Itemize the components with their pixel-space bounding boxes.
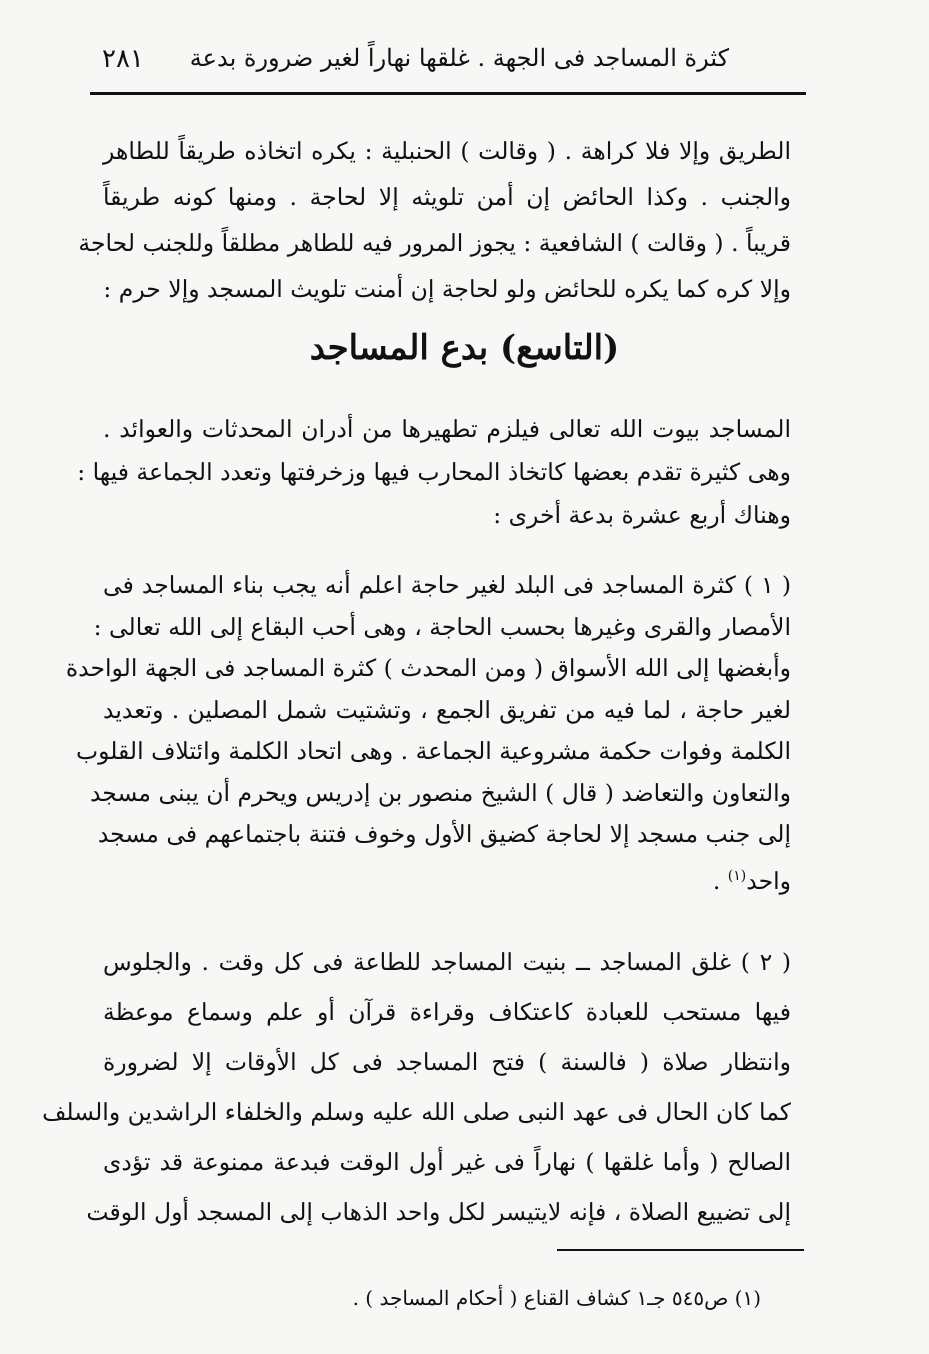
text-line: الطريق وإلا فلا كراهة . ( وقالت ) الحنبلية : يكره اتخاذه طريقاً للطاهر [103,137,791,165]
text-line: الصالح ( وأما غلقها ) نهاراً فى غير أول الوقت فبدعة ممنوعة قد تؤدى [103,1148,791,1176]
text-line: وهى كثيرة تقدم بعضها كاتخاذ المحارب فيها وزخرفتها وتعدد الجماعة فيها : [77,458,791,486]
footnote-rule [557,1249,804,1251]
text-line: ( ١ ) كثرة المساجد فى البلد لغير حاجة اعلم أنه يجب بناء المساجد فى [103,571,792,599]
text-line: وهناك أربع عشرة بدعة أخرى : [493,501,791,529]
text-line: ( ٢ ) غلق المساجد ــ بنيت المساجد للطاعة فى كل وقت . والجلوس [103,948,792,976]
text-line: كما كان الحال فى عهد النبى صلى الله عليه وسلم والخلفاء الراشدين والسلف [42,1098,791,1126]
intro-paragraph [78,128,791,312]
text-line: والجنب . وكذا الحائض إن أمن تلويثه إلا لحاجة . ومنها كونه طريقاً [103,183,791,211]
text-line: فيها مستحب للعبادة كاعتكاف وقراءة قرآن أو علم وسماع موعظة [103,998,791,1026]
running-title: كثرة المساجد فى الجهة . غلقها نهاراً لغير ضرورة بدعة [189,44,729,72]
text-line [103,856,791,902]
item-2-paragraph [42,937,792,1237]
text-line: الكلمة وفوات حكمة مشروعية الجماعة . وهى اتحاد الكلمة وائتلاف القلوب [75,737,791,765]
page-number: ٢٨١ [102,44,144,74]
text-line: إلى تضييع الصلاة ، فإنه لايتيسر لكل واحد الذهاب إلى المسجد أول الوقت [86,1198,791,1226]
footnote-reference[interactable]: (١) [727,867,747,884]
footnote: (١) ص٥٤٥ جـ١ كشاف القناع ( أحكام المساجد ) . [352,1286,761,1310]
header-rule [90,92,806,95]
text-line: الأمصار والقرى وغيرها بحسب الحاجة ، وهى أحب البقاع إلى الله تعالى : [93,612,791,641]
text-line: المساجد بيوت الله تعالى فيلزم تطهيرها من أدران المحدثات والعوائد . [103,415,791,443]
text-line: قريباً . ( وقالت ) الشافعية : يجوز المرور فيه للطاهر مطلقاً وللجنب لحاجة [78,229,791,257]
text-line: وإلا كره كما يكره للحائض ولو لحاجة إن أمنت تلويث المسجد وإلا حرم : [103,275,791,303]
section-intro-paragraph [77,408,791,537]
text-line: لغير حاجة ، لما فيه من تفريق الجمع ، وتشتيت شمل المصلين . وتعديد [103,695,791,724]
sentence-end: . [712,866,721,895]
text-line: إلى جنب مسجد إلا لحاجة كضيق الأول وخوف فتنة باجتماعهم فى مسجد [97,820,791,848]
item-1-paragraph [65,565,792,902]
section-heading: (التاسع) بدع المساجد [309,328,620,368]
text-line: وانتظار صلاة ( فالسنة ) فتح المساجد فى كل الأوقات إلا لضرورة [103,1048,791,1076]
text-line: وأبغضها إلى الله الأسواق ( ومن المحدث ) كثرة المساجد فى الجهة الواحدة [65,654,791,682]
text-line: والتعاون والتعاضد ( قال ) الشيخ منصور بن إدريس ويحرم أن يبنى مسجد [89,778,791,807]
page-header [92,36,804,92]
last-word: واحد [746,866,791,895]
